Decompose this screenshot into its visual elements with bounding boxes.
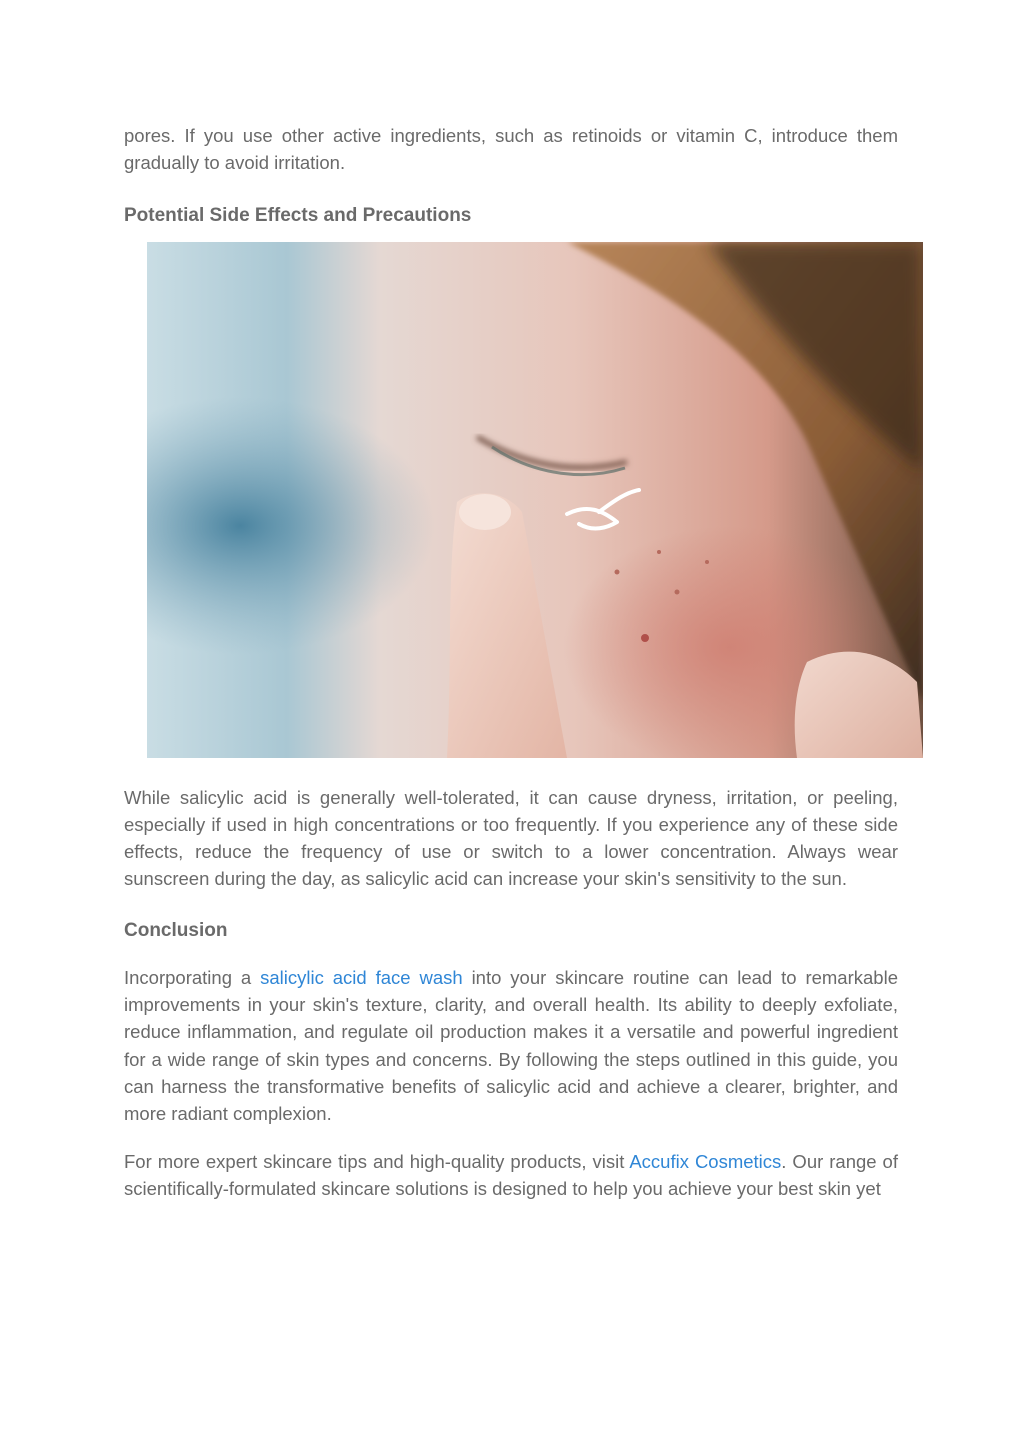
intro-paragraph: pores. If you use other active ingredients, such as retinoids or vitamin C, introduce them gradually to avoid irritation.: [124, 125, 898, 174]
closing-text-start: For more expert skincare tips and high-quality products, visit: [124, 1150, 630, 1172]
side-effects-paragraph: While salicylic acid is generally well-tolerated, it can cause dryness, irritation, or peeling, especially if used in high concentrations or too frequently. If you experience any of these side effects, reduce the frequency of use or switch to a lower concentration. Always wear sunscreen during the day, as salicylic acid can increase your skin's sensitivity to the sun.: [124, 786, 898, 890]
salicylic-acid-face-wash-link[interactable]: salicylic acid face wash: [260, 966, 463, 988]
closing-text-end: . Our range of scientifically-formulated skincare solutions is designed to help you achieve your best skin yet: [124, 1150, 898, 1199]
conclusion-text-end: into your skincare routine can lead to remarkable improvements in your skin's texture, clarity, and overall health. Its ability to deeply exfoliate, reduce inflammation, and regulate oil production makes it a versatile and powerful ingredient for a wide range of skin types and concerns. By following the steps outlined in this guide, you can harness the transformative benefits of salicylic acid and achieve a clearer, brighter, and more radiant complexion.: [124, 966, 898, 1125]
document-page: [124, 122, 898, 1202]
closing-paragraph: [124, 1148, 898, 1203]
conclusion-text-start: Incorporating a: [124, 966, 261, 988]
skincare-photo: [147, 242, 923, 758]
face-cream-illustration: [147, 242, 923, 758]
conclusion-paragraph: [124, 964, 898, 1128]
side-effects-heading: Potential Side Effects and Precautions: [124, 204, 472, 226]
accufix-cosmetics-link[interactable]: Accufix Cosmetics: [629, 1150, 782, 1172]
conclusion-heading: Conclusion: [124, 919, 228, 941]
